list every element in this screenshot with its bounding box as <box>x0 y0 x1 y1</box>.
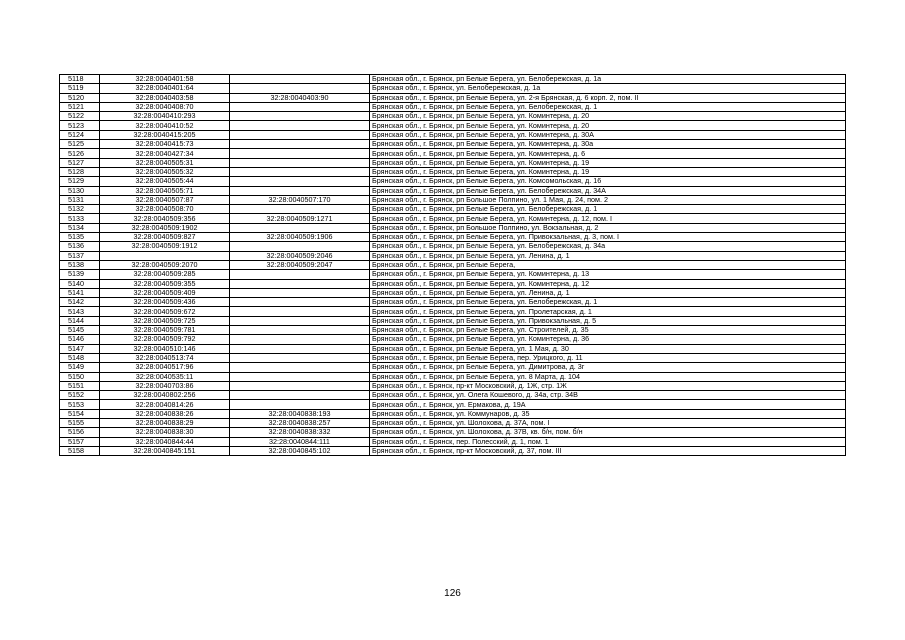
row-number-cell: 5142 <box>60 298 100 307</box>
related-cadastral-number-cell <box>230 223 370 232</box>
cadastral-number-cell: 32:28:0040703:86 <box>100 381 230 390</box>
related-cadastral-number-cell <box>230 205 370 214</box>
related-cadastral-number-cell <box>230 335 370 344</box>
address-cell: Брянская обл., г. Брянск, рп Белые Берега, ул. Коминтерна, д. 36 <box>370 335 846 344</box>
related-cadastral-number-cell <box>230 121 370 130</box>
row-number-cell: 5120 <box>60 93 100 102</box>
related-cadastral-number-cell: 32:28:0040838:257 <box>230 418 370 427</box>
address-cell: Брянская обл., г. Брянск, пер. Полесский, д. 1, пом. 1 <box>370 437 846 446</box>
row-number-cell: 5125 <box>60 140 100 149</box>
related-cadastral-number-cell <box>230 84 370 93</box>
related-cadastral-number-cell: 32:28:0040507:170 <box>230 195 370 204</box>
cadastral-number-cell: 32:28:0040505:44 <box>100 177 230 186</box>
table-row <box>60 335 846 344</box>
row-number-cell: 5119 <box>60 84 100 93</box>
cadastral-number-cell: 32:28:0040401:58 <box>100 75 230 84</box>
related-cadastral-number-cell <box>230 279 370 288</box>
cadastral-number-cell: 32:28:0040509:409 <box>100 288 230 297</box>
property-table <box>59 74 846 456</box>
table-row <box>60 140 846 149</box>
row-number-cell: 5150 <box>60 372 100 381</box>
address-cell: Брянская обл., г. Брянск, ул. Ермакова, д. 19А <box>370 400 846 409</box>
table-row <box>60 251 846 260</box>
table-row <box>60 93 846 102</box>
cadastral-number-cell: 32:28:0040505:31 <box>100 158 230 167</box>
table-row <box>60 130 846 139</box>
row-number-cell: 5134 <box>60 223 100 232</box>
related-cadastral-number-cell <box>230 298 370 307</box>
table-row <box>60 102 846 111</box>
related-cadastral-number-cell: 32:28:0040403:90 <box>230 93 370 102</box>
related-cadastral-number-cell: 32:28:0040838:332 <box>230 428 370 437</box>
address-cell: Брянская обл., г. Брянск, рп Белые Берега, ул. Коминтерна, д. 30а <box>370 140 846 149</box>
row-number-cell: 5123 <box>60 121 100 130</box>
cadastral-number-cell: 32:28:0040509:356 <box>100 214 230 223</box>
address-cell: Брянская обл., г. Брянск, рп Белые Берега, ул. Коминтерна, д. 13 <box>370 270 846 279</box>
row-number-cell: 5135 <box>60 233 100 242</box>
table-row <box>60 400 846 409</box>
table-row <box>60 195 846 204</box>
row-number-cell: 5146 <box>60 335 100 344</box>
cadastral-number-cell: 32:28:0040415:205 <box>100 130 230 139</box>
row-number-cell: 5145 <box>60 326 100 335</box>
related-cadastral-number-cell: 32:28:0040509:1906 <box>230 233 370 242</box>
table-row <box>60 177 846 186</box>
table-row <box>60 372 846 381</box>
related-cadastral-number-cell: 32:28:0040509:2047 <box>230 260 370 269</box>
row-number-cell: 5132 <box>60 205 100 214</box>
cadastral-number-cell: 32:28:0040509:781 <box>100 326 230 335</box>
cadastral-number-cell: 32:28:0040838:30 <box>100 428 230 437</box>
related-cadastral-number-cell <box>230 391 370 400</box>
address-cell: Брянская обл., г. Брянск, рп Белые Берега, <box>370 260 846 269</box>
row-number-cell: 5149 <box>60 363 100 372</box>
table-row <box>60 223 846 232</box>
table-row <box>60 391 846 400</box>
cadastral-number-cell: 32:28:0040517:96 <box>100 363 230 372</box>
related-cadastral-number-cell <box>230 177 370 186</box>
address-cell: Брянская обл., г. Брянск, рп Белые Берега, ул. Белобережская, д. 1 <box>370 102 846 111</box>
address-cell: Брянская обл., г. Брянск, рп Белые Берега, ул. 2-я Брянская, д. 6 корп. 2, пом. II <box>370 93 846 102</box>
related-cadastral-number-cell <box>230 242 370 251</box>
related-cadastral-number-cell <box>230 307 370 316</box>
address-cell: Брянская обл., г. Брянск, рп Большое Полпино, ул. Вокзальная, д. 2 <box>370 223 846 232</box>
cadastral-number-cell <box>100 251 230 260</box>
related-cadastral-number-cell <box>230 130 370 139</box>
cadastral-number-cell: 32:28:0040408:70 <box>100 102 230 111</box>
cadastral-number-cell: 32:28:0040814:26 <box>100 400 230 409</box>
row-number-cell: 5152 <box>60 391 100 400</box>
cadastral-number-cell: 32:28:0040509:1912 <box>100 242 230 251</box>
address-cell: Брянская обл., г. Брянск, рп Белые Берега, ул. 8 Марта, д. 104 <box>370 372 846 381</box>
address-cell: Брянская обл., г. Брянск, рп Большое Полпино, ул. 1 Мая, д. 24, пом. 2 <box>370 195 846 204</box>
related-cadastral-number-cell <box>230 186 370 195</box>
related-cadastral-number-cell <box>230 326 370 335</box>
row-number-cell: 5143 <box>60 307 100 316</box>
table-row <box>60 186 846 195</box>
related-cadastral-number-cell <box>230 75 370 84</box>
related-cadastral-number-cell <box>230 102 370 111</box>
cadastral-number-cell: 32:28:0040838:29 <box>100 418 230 427</box>
address-cell: Брянская обл., г. Брянск, ул. Коммунаров, д. 35 <box>370 409 846 418</box>
table-row <box>60 279 846 288</box>
table-body <box>60 75 846 456</box>
row-number-cell: 5126 <box>60 149 100 158</box>
related-cadastral-number-cell: 32:28:0040844:111 <box>230 437 370 446</box>
address-cell: Брянская обл., г. Брянск, рп Белые Берега, ул. Коминтерна, д. 20 <box>370 121 846 130</box>
related-cadastral-number-cell <box>230 381 370 390</box>
table-row <box>60 149 846 158</box>
row-number-cell: 5121 <box>60 102 100 111</box>
cadastral-number-cell: 32:28:0040509:355 <box>100 279 230 288</box>
cadastral-number-cell: 32:28:0040427:34 <box>100 149 230 158</box>
related-cadastral-number-cell: 32:28:0040845:102 <box>230 446 370 455</box>
cadastral-number-cell: 32:28:0040505:71 <box>100 186 230 195</box>
table-row <box>60 353 846 362</box>
table-row <box>60 409 846 418</box>
table-row <box>60 214 846 223</box>
cadastral-number-cell: 32:28:0040509:2070 <box>100 260 230 269</box>
address-cell: Брянская обл., г. Брянск, рп Белые Берега, ул. Комсомольская, д. 16 <box>370 177 846 186</box>
table-row <box>60 233 846 242</box>
row-number-cell: 5122 <box>60 112 100 121</box>
table-row <box>60 205 846 214</box>
cadastral-number-cell: 32:28:0040838:26 <box>100 409 230 418</box>
table-row <box>60 121 846 130</box>
cadastral-number-cell: 32:28:0040509:285 <box>100 270 230 279</box>
page-number: 126 <box>444 588 461 599</box>
table-row <box>60 158 846 167</box>
related-cadastral-number-cell <box>230 288 370 297</box>
row-number-cell: 5155 <box>60 418 100 427</box>
address-cell: Брянская обл., г. Брянск, рп Белые Берега, ул. Коминтерна, д. 19 <box>370 167 846 176</box>
table-row <box>60 84 846 93</box>
table-row <box>60 326 846 335</box>
cadastral-number-cell: 32:28:0040509:1902 <box>100 223 230 232</box>
cadastral-number-cell: 32:28:0040415:73 <box>100 140 230 149</box>
related-cadastral-number-cell: 32:28:0040838:193 <box>230 409 370 418</box>
cadastral-number-cell: 32:28:0040509:827 <box>100 233 230 242</box>
table-row <box>60 167 846 176</box>
address-cell: Брянская обл., г. Брянск, рп Белые Берега, ул. Белобережская, д. 34а <box>370 242 846 251</box>
row-number-cell: 5128 <box>60 167 100 176</box>
row-number-cell: 5148 <box>60 353 100 362</box>
address-cell: Брянская обл., г. Брянск, рп Белые Берега, ул. Белобережская, д. 1 <box>370 205 846 214</box>
related-cadastral-number-cell <box>230 167 370 176</box>
row-number-cell: 5154 <box>60 409 100 418</box>
cadastral-number-cell: 32:28:0040510:146 <box>100 344 230 353</box>
row-number-cell: 5136 <box>60 242 100 251</box>
table-row <box>60 381 846 390</box>
address-cell: Брянская обл., г. Брянск, ул. Олега Кошевого, д. 34а, стр. 34В <box>370 391 846 400</box>
address-cell: Брянская обл., г. Брянск, ул. Шолохова, д. 37В, кв. б/н, пом. б/н <box>370 428 846 437</box>
table-row <box>60 418 846 427</box>
cadastral-number-cell: 32:28:0040535:11 <box>100 372 230 381</box>
cadastral-number-cell: 32:28:0040401:64 <box>100 84 230 93</box>
address-cell: Брянская обл., г. Брянск, рп Белые Берега, ул. Коминтерна, д. 30А <box>370 130 846 139</box>
cadastral-number-cell: 32:28:0040410:293 <box>100 112 230 121</box>
cadastral-number-cell: 32:28:0040509:725 <box>100 316 230 325</box>
table-row <box>60 260 846 269</box>
related-cadastral-number-cell <box>230 372 370 381</box>
address-cell: Брянская обл., г. Брянск, рп Белые Берега, ул. Коминтерна, д. 12 <box>370 279 846 288</box>
cadastral-number-cell: 32:28:0040509:436 <box>100 298 230 307</box>
row-number-cell: 5139 <box>60 270 100 279</box>
related-cadastral-number-cell <box>230 400 370 409</box>
row-number-cell: 5124 <box>60 130 100 139</box>
row-number-cell: 5147 <box>60 344 100 353</box>
address-cell: Брянская обл., г. Брянск, рп Белые Берега, ул. Белобережская, д. 34А <box>370 186 846 195</box>
related-cadastral-number-cell <box>230 140 370 149</box>
address-cell: Брянская обл., г. Брянск, рп Белые Берега, пер. Урицкого, д. 11 <box>370 353 846 362</box>
row-number-cell: 5127 <box>60 158 100 167</box>
table-row <box>60 242 846 251</box>
cadastral-number-cell: 32:28:0040509:792 <box>100 335 230 344</box>
address-cell: Брянская обл., г. Брянск, рп Белые Берега, ул. Строителей, д. 35 <box>370 326 846 335</box>
address-cell: Брянская обл., г. Брянск, ул. Белобережская, д. 1а <box>370 84 846 93</box>
table-row <box>60 298 846 307</box>
cadastral-number-cell: 32:28:0040505:32 <box>100 167 230 176</box>
row-number-cell: 5141 <box>60 288 100 297</box>
address-cell: Брянская обл., г. Брянск, рп Белые Берега, ул. 1 Мая, д. 30 <box>370 344 846 353</box>
address-cell: Брянская обл., г. Брянск, рп Белые Берега, ул. Белобережская, д. 1 <box>370 298 846 307</box>
related-cadastral-number-cell: 32:28:0040509:2046 <box>230 251 370 260</box>
related-cadastral-number-cell <box>230 344 370 353</box>
cadastral-number-cell: 32:28:0040507:87 <box>100 195 230 204</box>
table-row <box>60 344 846 353</box>
address-cell: Брянская обл., г. Брянск, рп Белые Берега, ул. Белобережская, д. 1а <box>370 75 846 84</box>
cadastral-number-cell: 32:28:0040802:256 <box>100 391 230 400</box>
cadastral-number-cell: 32:28:0040508:70 <box>100 205 230 214</box>
address-cell: Брянская обл., г. Брянск, пр-кт Московский, д. 37, пом. III <box>370 446 846 455</box>
address-cell: Брянская обл., г. Брянск, рп Белые Берега, ул. Ленина, д. 1 <box>370 251 846 260</box>
cadastral-number-cell: 32:28:0040844:44 <box>100 437 230 446</box>
address-cell: Брянская обл., г. Брянск, рп Белые Берега, ул. Коминтерна, д. 20 <box>370 112 846 121</box>
address-cell: Брянская обл., г. Брянск, рп Белые Берега, ул. Привокзальная, д. 5 <box>370 316 846 325</box>
cadastral-number-cell: 32:28:0040403:58 <box>100 93 230 102</box>
related-cadastral-number-cell <box>230 158 370 167</box>
related-cadastral-number-cell <box>230 363 370 372</box>
table-row <box>60 307 846 316</box>
cadastral-number-cell: 32:28:0040845:151 <box>100 446 230 455</box>
table-row <box>60 75 846 84</box>
address-cell: Брянская обл., г. Брянск, рп Белые Берега, ул. Привокзальная, д. 3, пом. I <box>370 233 846 242</box>
table-row <box>60 288 846 297</box>
related-cadastral-number-cell <box>230 149 370 158</box>
row-number-cell: 5158 <box>60 446 100 455</box>
address-cell: Брянская обл., г. Брянск, рп Белые Берега, ул. Димитрова, д. 3г <box>370 363 846 372</box>
related-cadastral-number-cell <box>230 316 370 325</box>
address-cell: Брянская обл., г. Брянск, рп Белые Берега, ул. Коминтерна, д. 6 <box>370 149 846 158</box>
address-cell: Брянская обл., г. Брянск, рп Белые Берега, ул. Ленина, д. 1 <box>370 288 846 297</box>
row-number-cell: 5140 <box>60 279 100 288</box>
cadastral-number-cell: 32:28:0040509:672 <box>100 307 230 316</box>
address-cell: Брянская обл., г. Брянск, рп Белые Берега, ул. Пролетарская, д. 1 <box>370 307 846 316</box>
address-cell: Брянская обл., г. Брянск, рп Белые Берега, ул. Коминтерна, д. 19 <box>370 158 846 167</box>
table-row <box>60 316 846 325</box>
row-number-cell: 5118 <box>60 75 100 84</box>
row-number-cell: 5129 <box>60 177 100 186</box>
related-cadastral-number-cell <box>230 112 370 121</box>
row-number-cell: 5151 <box>60 381 100 390</box>
cadastral-number-cell: 32:28:0040410:52 <box>100 121 230 130</box>
related-cadastral-number-cell <box>230 353 370 362</box>
address-cell: Брянская обл., г. Брянск, пр-кт Московский, д. 1Ж, стр. 1Ж <box>370 381 846 390</box>
address-cell: Брянская обл., г. Брянск, ул. Шолохова, д. 37А, пом. I <box>370 418 846 427</box>
row-number-cell: 5138 <box>60 260 100 269</box>
row-number-cell: 5131 <box>60 195 100 204</box>
row-number-cell: 5157 <box>60 437 100 446</box>
table-row <box>60 270 846 279</box>
table-row <box>60 446 846 455</box>
row-number-cell: 5156 <box>60 428 100 437</box>
table-row <box>60 363 846 372</box>
address-cell: Брянская обл., г. Брянск, рп Белые Берега, ул. Коминтерна, д. 12, пом. I <box>370 214 846 223</box>
table-row <box>60 428 846 437</box>
row-number-cell: 5133 <box>60 214 100 223</box>
table-row <box>60 437 846 446</box>
row-number-cell: 5153 <box>60 400 100 409</box>
related-cadastral-number-cell: 32:28:0040509:1271 <box>230 214 370 223</box>
row-number-cell: 5144 <box>60 316 100 325</box>
table-row <box>60 112 846 121</box>
row-number-cell: 5137 <box>60 251 100 260</box>
related-cadastral-number-cell <box>230 270 370 279</box>
row-number-cell: 5130 <box>60 186 100 195</box>
cadastral-number-cell: 32:28:0040513:74 <box>100 353 230 362</box>
